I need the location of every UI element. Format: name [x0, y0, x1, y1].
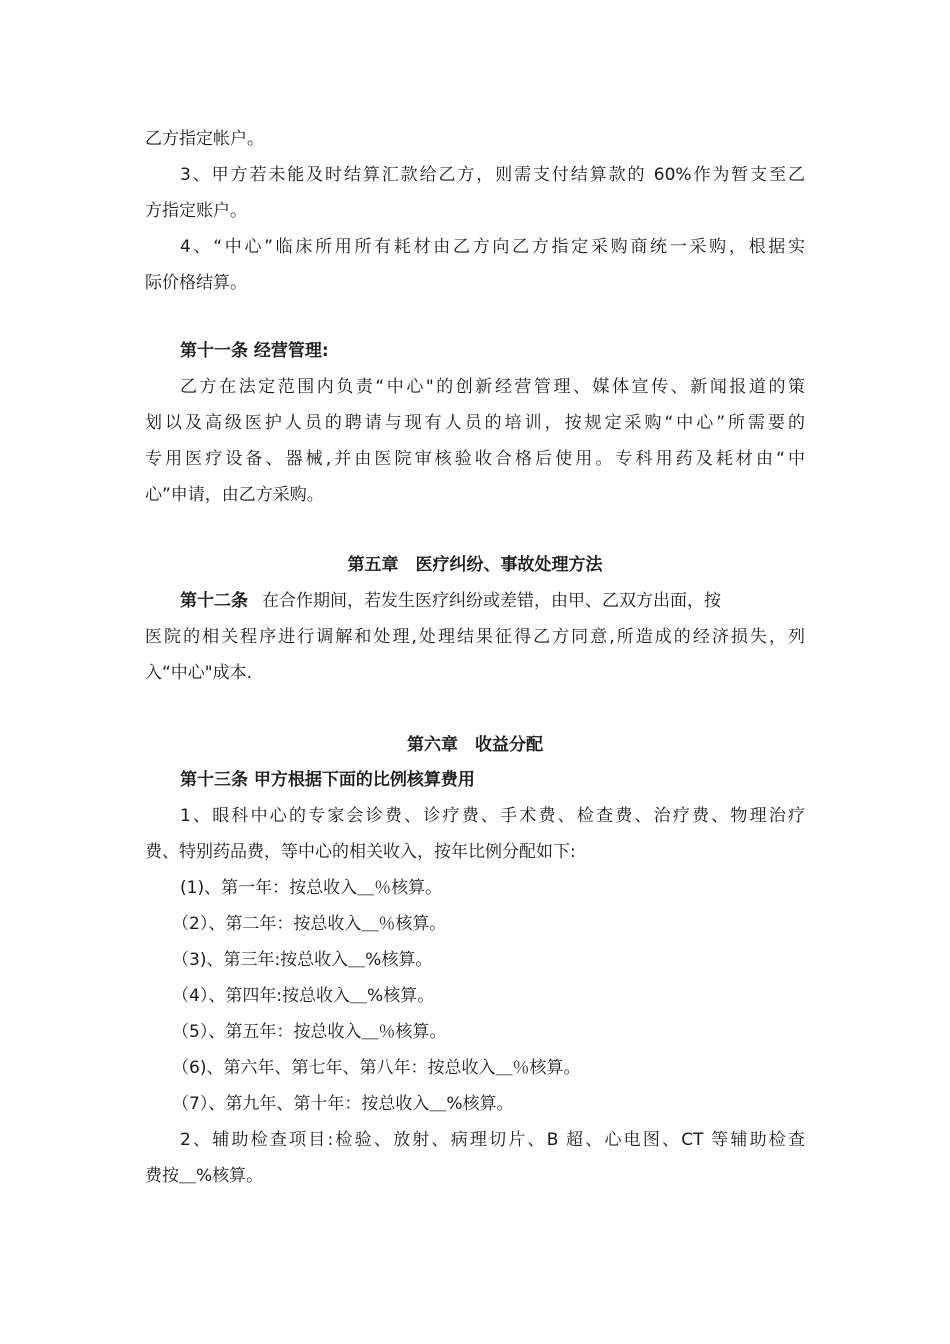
article-13-heading: 第十三条 甲方根据下面的比例核算费用 — [180, 770, 475, 790]
chapter-5-heading: 第五章 医疗纠纷、事故处理方法 — [347, 555, 603, 575]
year-5-item: （5）、第五年：按总收入＿％核算。 — [172, 1022, 447, 1042]
paragraph-line: 划以及高级医护人员的聘请与现有人员的培训，按规定采购“中心”所需要的 — [145, 413, 805, 433]
paragraph-line: 专用医疗设备、器械,并由医院审核验收合格后使用。专科用药及耗材由“中 — [145, 449, 805, 469]
clause-item-4: 4、“中心”临床所用所有耗材由乙方向乙方指定采购商统一采购，根据实 — [180, 237, 805, 257]
year-9-10-item: （7）、第九年、第十年：按总收入＿%核算。 — [172, 1094, 514, 1114]
paragraph-line: 乙方在法定范围内负责“中心"的创新经营管理、媒体宣传、新闻报道的策 — [180, 377, 805, 397]
paragraph-line: 乙方指定帐户。 — [145, 129, 264, 149]
paragraph-line: 费按＿%核算。 — [145, 1166, 264, 1186]
paragraph-line: 入“中心"成本. — [145, 663, 253, 683]
year-1-item: (1)、第一年：按总收入＿％核算。 — [180, 878, 443, 898]
paragraph-line: 方指定账户。 — [145, 201, 247, 221]
year-6-8-item: （6)、第六年、第七年、第八年：按总收入＿％核算。 — [172, 1058, 581, 1078]
article-12-label: 第十二条 — [180, 591, 248, 611]
year-2-item: （2）、第二年：按总收入＿％核算。 — [172, 914, 447, 934]
year-4-item: （4）、第四年:按总收入＿%核算。 — [172, 986, 435, 1006]
paragraph-line: 1、眼科中心的专家会诊费、诊疗费、手术费、检查费、治疗费、物理治疗 — [180, 806, 805, 826]
paragraph-line: 际价格结算。 — [145, 273, 247, 293]
paragraph-line: 心”申请，由乙方采购。 — [145, 485, 324, 505]
article-12-line — [180, 589, 805, 613]
article-12-text: 在合作期间，若发生医疗纠纷或差错，由甲、乙双方出面，按 — [262, 591, 721, 611]
paragraph-line: 医院的相关程序进行调解和处理,处理结果征得乙方同意,所造成的经济损失，列 — [145, 627, 805, 647]
chapter-6-heading: 第六章 收益分配 — [407, 735, 543, 755]
article-11-heading: 第十一条 经营管理: — [180, 341, 329, 361]
paragraph-line: 费、特别药品费，等中心的相关收入，按年比例分配如下: — [145, 842, 576, 862]
clause-item-2: 2、辅助检查项目:检验、放射、病理切片、B 超、心电图、CT 等辅助检查 — [180, 1130, 805, 1150]
year-3-item: （3)、第三年:按总收入＿%核算。 — [172, 950, 433, 970]
clause-item-3: 3、甲方若未能及时结算汇款给乙方，则需支付结算款的 60%作为暂支至乙 — [180, 165, 805, 185]
